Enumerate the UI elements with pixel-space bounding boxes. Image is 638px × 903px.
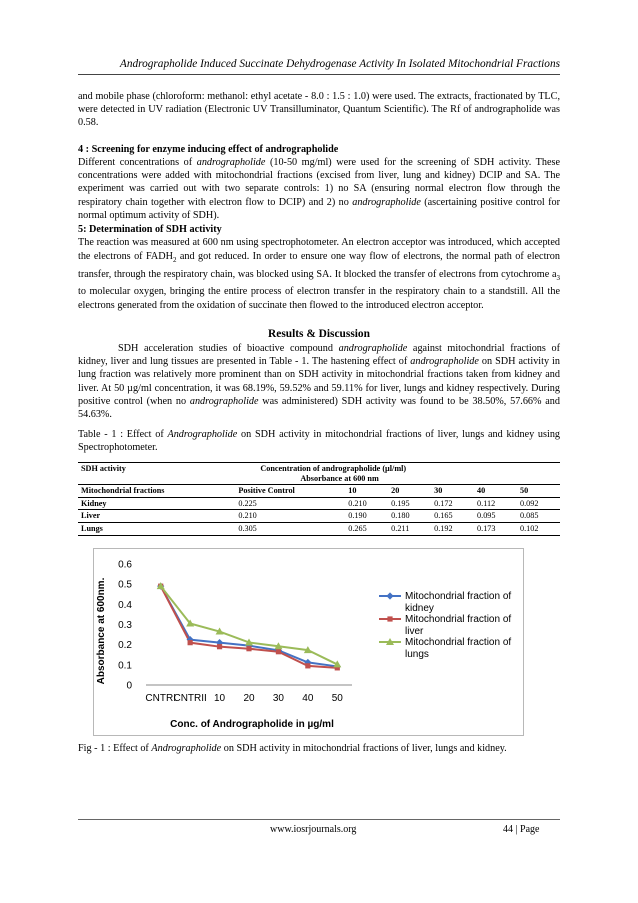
figure-caption: Fig - 1 : Effect of Andrographolide on SDH activity in mitochondrial fractions of liver, lungs and kidney. — [78, 743, 507, 754]
table-cell: 0.195 — [388, 497, 431, 510]
results-heading: Results & Discussion — [268, 328, 370, 340]
table-cell: 0.102 — [517, 522, 560, 535]
chart-series — [157, 582, 342, 670]
footer-site: www.iosrjournals.org — [270, 824, 357, 835]
table-cell: 0.210 — [345, 497, 388, 510]
x-tick-label: 20 — [243, 693, 255, 704]
x-tick-label: 40 — [302, 693, 314, 704]
table-col-header: 40 — [474, 485, 517, 498]
series-line-liver — [161, 586, 338, 668]
table-cell: 0.085 — [517, 510, 560, 523]
x-axis-ticks — [145, 693, 343, 704]
table-cell: 0.180 — [388, 510, 431, 523]
y-tick-label: 0.4 — [118, 599, 132, 611]
table-cell: 0.095 — [474, 510, 517, 523]
y-tick-label: 0 — [126, 680, 132, 692]
footer-page-number: 44 | Page — [503, 824, 540, 835]
results-paragraph: SDH acceleration studies of bioactive compound andrographolide against mitochondrial fractions of kidney, liver and lung tissues are presented in Table - 1. The hastening effect of andrographolide on SDH activity in lung fraction was relatively more prominent than on SDH activity in mitochondrial fractions taken from kidney and liver. At 50 µg/ml concentration, it was 68.19%, 59.52% and 59.11% for liver, lungs and kidney respectively. During positive control (when no andrographolide was administered) SDH activity was found to be 38.50%, 57.66% and 54.63%. — [78, 343, 561, 421]
legend-item-liver — [379, 614, 511, 637]
table-cell: 0.165 — [431, 510, 474, 523]
legend-label: Mitochondrial fraction of liver — [405, 614, 512, 637]
legend-item-kidney — [379, 591, 511, 614]
table-cell: 0.305 — [235, 522, 345, 535]
table-row-label: Lungs — [78, 522, 235, 535]
x-tick-label: CNTRII — [173, 693, 207, 704]
sdh-chart-frame — [93, 548, 524, 736]
table-row — [78, 522, 560, 535]
data-point-liver — [188, 640, 193, 645]
intro-paragraph: and mobile phase (chloroform: methanol: ethyl acetate - 8.0 : 1.5 : 1.0) were used. The extracts, fractionated by TLC, were detected in UV radiation (Electronic UV Transilluminator, Quantum Scientific). The Rf of andrographolide was 0.58. — [78, 91, 560, 129]
footer-rule — [78, 819, 560, 820]
y-tick-label: 0.2 — [118, 640, 132, 652]
table-col-header: 20 — [388, 485, 431, 498]
y-tick-label: 0.1 — [118, 660, 132, 672]
table-cell: 0.190 — [345, 510, 388, 523]
y-tick-label: 0.3 — [118, 620, 132, 631]
legend-label: Mitochondrial fraction of kidney — [405, 591, 512, 614]
table-cell: 0.211 — [388, 522, 431, 535]
x-tick-label: 30 — [272, 693, 284, 704]
table-column-header-row — [78, 485, 560, 498]
table-col-header: Positive Control — [235, 485, 345, 498]
table-col-header: 50 — [517, 485, 560, 498]
table-group-label: Concentration of andrographolide (µl/ml) Absorbance at 600 nm — [235, 463, 560, 485]
table-cell: 0.192 — [431, 522, 474, 535]
x-tick-label: 10 — [214, 693, 226, 704]
table-group-header-row — [78, 463, 560, 485]
section-5-heading: 5: Determination of SDH activity — [78, 224, 222, 235]
section-4-paragraph: Different concentrations of andrographolide (10-50 mg/ml) were used for the screening of SDH activity. These concentrations were added with mitochondrial fractions (excised from liver, lung and kidney) DCIP and SA. The experiment was carried out with two separate controls: 1) no SA (ensuring normal electron flow through the respiratory chain together with electron flow to DCIP) and 2) no andrographolide (ascertaining positive control for normal optimum activity of SDH). — [78, 157, 560, 221]
table-cell: 0.092 — [517, 497, 560, 510]
y-axis-ticks — [118, 560, 132, 692]
table-row — [78, 510, 560, 523]
legend-marker — [386, 592, 393, 599]
table-row — [78, 497, 560, 510]
table-col-header: Mitochondrial fractions — [78, 485, 235, 498]
table-cell: 0.225 — [235, 497, 345, 510]
table-row-label: Kidney — [78, 497, 235, 510]
table-col-header: 30 — [431, 485, 474, 498]
legend-marker — [387, 616, 392, 621]
table-cell: 0.173 — [474, 522, 517, 535]
table-cell: 0.210 — [235, 510, 345, 523]
table-cell: 0.265 — [345, 522, 388, 535]
legend-item-lungs — [379, 637, 511, 660]
data-point-liver — [246, 646, 251, 651]
section-4-heading: 4 : Screening for enzyme inducing effect of andrographolide — [78, 144, 339, 155]
x-tick-label: CNTRI — [145, 693, 176, 704]
table-caption: Table - 1 : Effect of Andrographolide on SDH activity in mitochondrial fractions of liver, lungs and kidney using Spectrophotometer. — [78, 429, 561, 454]
x-tick-label: 50 — [331, 693, 343, 704]
legend-label: Mitochondrial fraction of lungs — [405, 637, 512, 660]
data-point-liver — [305, 663, 310, 668]
table-cell: 0.172 — [431, 497, 474, 510]
data-point-liver — [276, 649, 281, 654]
header-rule — [78, 74, 560, 75]
x-axis-label: Conc. of Andrographolide in µg/ml — [170, 719, 334, 730]
data-point-liver — [217, 644, 222, 649]
y-tick-label: 0.6 — [118, 559, 132, 571]
section-5-paragraph: The reaction was measured at 600 nm using spectrophotometer. An electron acceptor was introduced, which accepted the electrons of $FADH_2$ and got reduced. In order to ensure one way flow of electrons, the normal path of electron transfer, through the respiratory chain, was blocked using SA. It blocked the transfer of electrons from cytochrome $a_3$ to molecular oxygen, bringing the entire process of electron transfer in the respiratory chain to a standstill. All the electrons generated from the oxidation of succinate then flowed to the introduced electron acceptor. — [78, 237, 560, 312]
table-row-label: Liver — [78, 510, 235, 523]
sdh-line-chart — [94, 549, 523, 735]
table-col-header: 10 — [345, 485, 388, 498]
running-header: Andrographolide Induced Succinate Dehydrogenase Activity In Isolated Mitochondrial Fractions — [119, 58, 560, 70]
table-cell: 0.112 — [474, 497, 517, 510]
chart-legend — [379, 591, 511, 660]
y-axis-label: Absorbance at 600nm. — [96, 577, 107, 685]
y-tick-label: 0.5 — [118, 579, 132, 591]
table-corner-label: SDH activity — [78, 463, 235, 485]
sdh-activity-table — [78, 462, 560, 536]
